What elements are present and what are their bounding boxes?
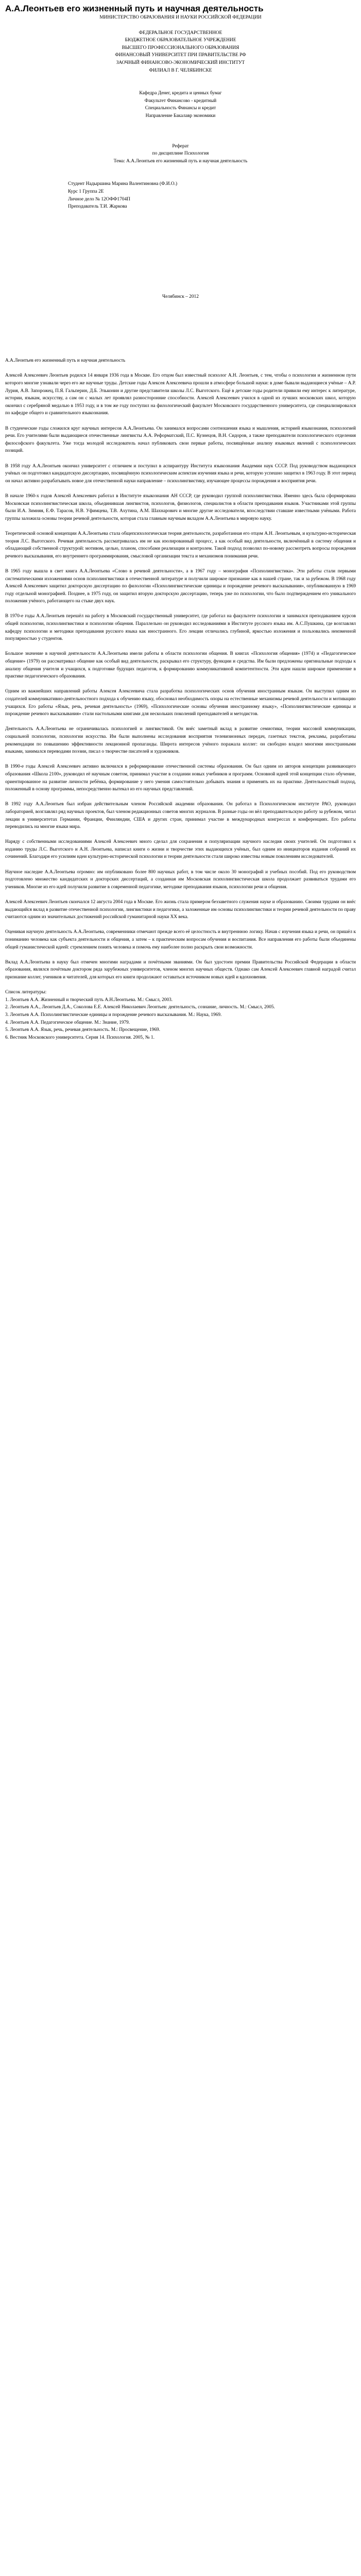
body-paragraph: В 1965 году вышла в свет книга А.А.Леонтьева «Слово в речевой деятельности», а в 1967 году – монография «Психолингвистика». Эти работы стали первыми систематическими изложениями основ психолингвистики в отечественной литературе и получили широкое признание как в нашей стране, так и за рубежом. В 1968 году Алексей Алексеевич защитил докторскую диссертацию по филологии «Психолингвистические единицы и порождение речевого высказывания», опубликованную в 1969 году отдельной монографией. Позднее, в 1975 году, он защитил вторую докторскую диссертацию, теперь уже по психологии, что было подтверждением его уникального положения учёного, работающего на стыке двух наук. [5, 568, 356, 604]
references-title: Список литературы: [5, 990, 47, 995]
body-paragraph: Алексей Алексеевич Леонтьев родился 14 января 1936 года в Москве. Его отцом был известный психолог А.Н. Леонтьев, с тем, чтобы о психологии и жизненном пути которого многие узнавали через его же научные труды. Детские годы Алексея Алексеевича прошли в атмосфере большой науки: в доме бывали выдающиеся учёные – А.Р. Лурия, А.В. Запорожец, П.Я. Гальперин, Д.Б. Эльконин и другие представители школы Л.С. Выготского. Ещё в детские годы родители привили ему интерес к литературе, истории, языкам, искусству, а сам он с малых лет проявлял разносторонние способности. Алексей Алексеевич учился в одной из лучших московских школ, которую окончил с серебряной медалью в 1953 году, и в том же году поступил на филологический факультет Московского государственного университета, где специализировался по кафедре общего и сравнительного языкознания. [5, 373, 356, 416]
body-paragraph: Деятельность А.А.Леонтьева не ограничивалась психологией и лингвистикой. Он внёс заметный вклад в развитие семиотики, теории массовой коммуникации, социальной психологии, психологии искусства. Им были выполнены исследования восприятия телевизионных передач, газетных текстов, рекламы, разработаны рекомендации по повышению эффективности лекционной пропаганды. Широта интересов учёного поражала коллег: он свободно владел многими иностранными языками, занимался переводами поэзии, писал о творчестве писателей и художников. [5, 726, 356, 755]
department-line: Кафедра Денег, кредита и ценных бумаг [139, 91, 222, 96]
institution-line: БЮДЖЕТНОЕ ОБРАЗОВАТЕЛЬНОЕ УЧРЕЖДЕНИЕ [125, 38, 236, 43]
body-paragraph: В 1970-е годы А.А.Леонтьев перешёл на работу в Московский государственный университет, где работал на факультете психологии и занимался преподаванием курсов общей психологии, психолингвистики и психологии общения. Параллельно он руководил исследованиями в Институте русского языка им. А.С.Пушкина, где возглавлял кафедру психологии и методики преподавания русского языка как иностранного. Его лекции отличались глубиной, яркостью изложения и пользовались неизменной популярностью у студентов. [5, 614, 356, 642]
department-line: Факультет Финансово - кредитный [144, 98, 217, 104]
references [5, 989, 356, 1041]
reference-item: 6. Вестник Московского университета. Серия 14. Психология. 2005, № 1. [5, 1035, 154, 1040]
city-year: Челябинск – 2012 [162, 294, 199, 299]
body-paragraph: В начале 1960-х годов Алексей Алексеевич работал в Институте языкознания АН СССР, где руководил группой психолингвистики. Именно здесь была сформирована Московская психолингвистическая школа, объединившая лингвистов, психологов, физиологов, специалистов в области преподавания языков. Участниками этой группы были И.А. Зимняя, Е.Ф. Тарасов, Н.В. Уфимцева, Т.В. Ахутина, А.М. Шахнарович и многие другие исследователи, впоследствии ставшие известными учёными. Работа группы заложила основы теории речевой деятельности, которая стала главным научным вкладом А.А.Леонтьева в мировую науку. [5, 493, 356, 521]
student-line: Личное дело № 12ОФФ1704П [68, 196, 130, 202]
body-paragraph: В 1992 году А.А.Леонтьев был избран действительным членом Российской академии образования. Он работал в Психологическом институте РАО, руководил лабораторией, возглавлял ряд научных проектов, был членом редакционных советов многих журналов. В разные годы он вёл преподавательскую работу за рубежом, читал лекции в университетах Германии, Франции, Финляндии, США и других стран, принимал участие в международных конгрессах и конференциях. Его работы переводились на многие языки мира. [5, 802, 356, 830]
student-line: Курс 1 Группа 2Е [68, 189, 104, 194]
student-info [68, 180, 356, 210]
body-paragraph: Оценивая научную деятельность А.А.Леонтьева, современники отмечают прежде всего её целостность и внутреннюю логику. Начав с изучения языка и речи, он пришёл к пониманию человека как субъекта деятельности и общения, а затем – к практическим вопросам обучения и воспитания. Все направления его работы были объединены общей гуманистической идеей: стремлением понять человека и помочь ему наиболее полно раскрыть свои возможности. [5, 929, 356, 950]
topic-line: Тема: А.А.Леонтьев его жизненный путь и научная деятельность [113, 158, 248, 164]
reference-item: 4. Леонтьев А.А. Педагогическое общение. М.: Знание, 1979. [5, 1020, 130, 1025]
ministry-name: МИНИСТЕРСТВО ОБРАЗОВАНИЯ И НАУКИ РОССИЙСКОЙ ФЕДЕРАЦИИ [99, 15, 262, 20]
student-line: Преподаватель Т.И. Жаркова [68, 204, 127, 210]
document-title: А.А.Леонтьев его жизненный путь и научная деятельность [5, 4, 264, 13]
body-paragraph: Большое значение в научной деятельности А.А.Леонтьева имели работы в области психологии общения. В книгах «Психология общения» (1974) и «Педагогическое общение» (1979) он рассматривал общение как особый вид деятельности, раскрывал его структуру, функции и средства. Им были предложены оригинальные подходы к анализу общения учителя и учащихся, к подготовке будущих педагогов, к формированию коммуникативной компетентности. Эти идеи нашли широкое применение в практике педагогического образования. [5, 651, 356, 680]
body-paragraph: Наряду с собственными исследованиями Алексей Алексеевич много сделал для сохранения и популяризации научного наследия своих учителей. Он подготовил к изданию труды Л.С. Выготского и А.Н. Леонтьева, написал книги о жизни и творчестве этих выдающихся учёных, был одним из инициаторов издания собраний их сочинений. Благодаря его усилиям идеи культурно-исторической психологии и теории деятельности стали широко известны новым поколениям исследователей. [5, 839, 356, 860]
body-paragraph: В студенческие годы сложился круг научных интересов А.А.Леонтьева. Он занимался вопросами соотношения языка и мышления, историей языкознания, психологией речи. Его учителями были выдающиеся отечественные лингвисты А.А. Реформатский, П.С. Кузнецов, В.Н. Сидоров, а также преподаватели психологического отделения философского факультета. Уже тогда молодой исследователь начал публиковать свои первые работы, посвящённые анализу языковых явлений с психологических позиций. [5, 426, 356, 454]
body-paragraph: Теоретической основой концепции А.А.Леонтьева стала общепсихологическая теория деятельности, разработанная его отцом А.Н. Леонтьевым, и культурно-историческая теория Л.С. Выготского. Речевая деятельность рассматривалась им не как изолированный процесс, а как особый вид деятельности, включённый в систему общения и обладающий собственной структурой: мотивом, целью, планом, способами реализации и контролем. Такой подход позволил по-новому рассмотреть вопросы порождения речевого высказывания, его внутреннего программирования, смысловой организации текста и механизмов понимания речи. [5, 531, 356, 559]
body-paragraph: В 1990-е годы Алексей Алексеевич активно включился в реформирование отечественной системы образования. Он был одним из авторов концепции развивающего образования «Школа 2100», руководил её научным советом, принимал участие в создании новых учебников и программ. Основной идеей этой концепции стало обучение, ориентированное на развитие личности ребёнка, формирование у него умения самостоятельно добывать знания и применять их на практике. Деятельностный подход, положенный в основу программы, непосредственно вытекал из его научных представлений. [5, 764, 356, 792]
body-paragraph: Научное наследие А.А.Леонтьева огромно: им опубликовано более 800 научных работ, в том числе около 30 монографий и учебных пособий. Под его руководством подготовлено множество кандидатских и докторских диссертаций, а созданная им Московская психолингвистическая школа продолжает развиваться трудами его учеников. Многие из его идей получили развитие в современной педагогике, методике преподавания языков, психологии речи и общения. [5, 869, 356, 890]
body-paragraph: Вклад А.А.Леонтьева в науку был отмечен многими наградами и почётными званиями. Он был удостоен премии Правительства Российской Федерации в области образования, являлся почётным доктором ряда зарубежных университетов, членом многих научных обществ. Однако сам Алексей Алексеевич главной наградой считал признание коллег, учеников и читателей, для которых его книги продолжают оставаться источником новых идей и вдохновения. [5, 959, 356, 980]
department-line: Направление Бакалавр экономики [145, 113, 216, 118]
work-type: Реферат [172, 143, 189, 149]
institution-line: ФИЛИАЛ В Г. ЧЕЛЯБИНСКЕ [149, 67, 212, 73]
reference-item: 3. Леонтьев А.А. Психолингвистические единицы и порождение речевого высказывания. М.: Наука, 1969. [5, 1012, 222, 1018]
title-page [5, 14, 356, 300]
body-paragraph: В 1958 году А.А.Леонтьев окончил университет с отличием и поступил в аспирантуру Института языкознания Академии наук СССР. Под руководством выдающихся учёных он подготовил кандидатскую диссертацию, посвящённую психологическим аспектам изучения языка и речи, которую успешно защитил в 1963 году. В этот период он начал активно разрабатывать новое для отечественной науки направление – психолингвистику, изучающее процессы порождения и восприятия речи. [5, 463, 356, 484]
reference-item: 5. Леонтьев А.А. Язык, речь, речевая деятельность. М.: Просвещение, 1969. [5, 1027, 160, 1033]
institution-line: ЗАОЧНЫЙ ФИНАНСОВО-ЭКОНОМИЧЕСКИЙ ИНСТИТУТ [116, 60, 245, 65]
body-paragraph: А.А.Леонтьев его жизненный путь и научная деятельность [5, 358, 126, 364]
institution-line: ВЫСШЕГО ПРОФЕССИОНАЛЬНОГО ОБРАЗОВАНИЯ [122, 45, 239, 50]
reference-item: 2. Леонтьев А.А., Леонтьев Д.А., Соколова Е.Е. Алексей Николаевич Леонтьев: деятельность, сознание, личность. М.: Смысл, 2005. [5, 1005, 275, 1010]
institution-line: ФИНАНСОВЫЙ УНИВЕРСИТЕТ ПРИ ПРАВИТЕЛЬСТВЕ РФ [115, 53, 246, 58]
department-line: Специальность Финансы и кредит [145, 106, 216, 111]
body-paragraph: Одним из важнейших направлений работы Алексея Алексеевича стала разработка психологических основ обучения иностранным языкам. Он выступил одним из создателей коммуникативно-деятельностного подхода к обучению языку, обосновал необходимость опоры на естественные механизмы речевой деятельности и мотивацию учащихся. Его работы «Язык, речь, речевая деятельность» (1969), «Психологические основы обучения иностранному языку», «Психолингвистические единицы и порождение речевого высказывания» стали настольными книгами для нескольких поколений преподавателей и методистов. [5, 689, 356, 717]
subject-line: по дисциплине Психология [152, 151, 209, 157]
institution-line: ФЕДЕРАЛЬНОЕ ГОСУДАРСТВЕННОЕ [139, 30, 222, 36]
student-line: Студент Надыршина Марина Валентиновна (Ф.И.О.) [68, 181, 178, 187]
essay-body [5, 357, 356, 981]
body-paragraph: Алексей Алексеевич Леонтьев скончался 12 августа 2004 года в Москве. Его жизнь стала примером беззаветного служения науке и образованию. Своими трудами он внёс выдающийся вклад в развитие отечественной психологии, лингвистики и педагогики, а заложенные им основы психолингвистики и теории речевой деятельности по праву считаются одним из значительных достижений российской гуманитарной науки XX века. [5, 900, 356, 920]
reference-item: 1. Леонтьев А.А. Жизненный и творческий путь А.Н.Леонтьева. М.: Смысл, 2003. [5, 997, 173, 1003]
